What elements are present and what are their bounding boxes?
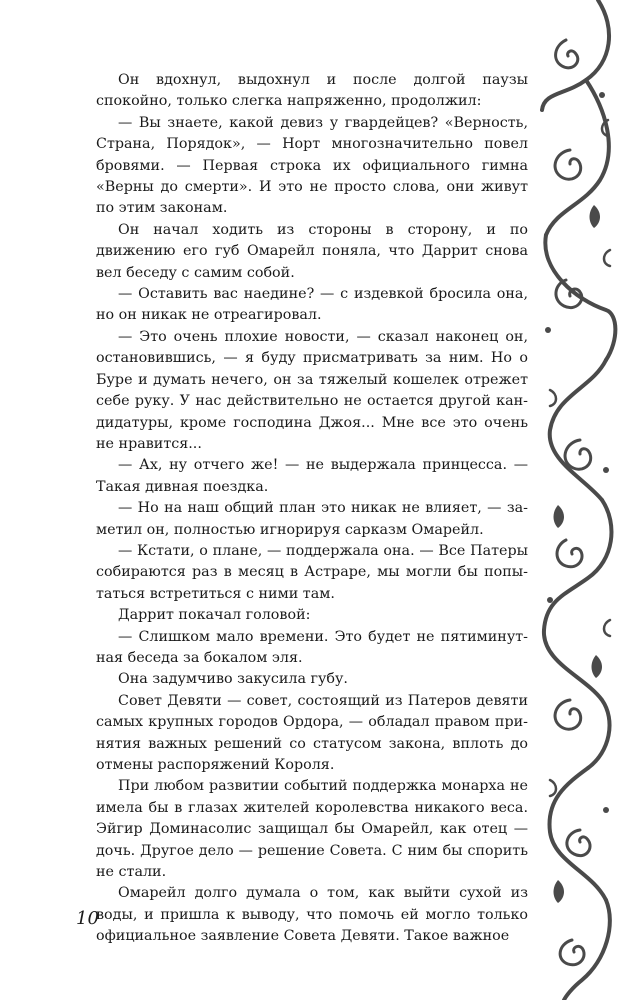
paragraph-8: — Кстати, о плане, — поддержала она. — Все Патеры собираются раз в месяц в Астраре, мы могли бы попытаться встретиться с ними там. xyxy=(96,542,528,602)
paragraph-1: Он вдохнул, выдохнул и после долгой паузы спокойно, только слегка напряженно, продолжил: xyxy=(96,72,528,110)
paragraph-3: Он начал ходить из стороны в сторону, и по движению его губ Омарейл поняла, что Даррит снова вел беседу с самим собой. xyxy=(96,221,528,281)
page-number: 10 xyxy=(76,908,99,929)
paragraph-12: Совет Девяти — совет, состоящий из Патеров девяти самых крупных городов Ордора, — обладал правом принятия важных решений со статусом закона, вплоть до отмены распоряжений Короля. xyxy=(96,692,528,773)
paragraph-7: — Но на наш общий план это никак не влияет, — заметил он, полностью игнорируя сарказм Омарейл. xyxy=(96,500,528,538)
paragraph-10: — Слишком мало времени. Это будет не пятиминутная беседа за бокалом эля. xyxy=(96,628,528,666)
paragraph-2: — Вы знаете, какой девиз у гвардейцев? «Верность, Страна, Порядок», — Норт многозначительно повел бровями. — Первая строка их официального гимна «Верны до смерти». И это не просто слова, они живут по этим законам. xyxy=(96,114,528,217)
paragraph-9: Даррит покачал головой: xyxy=(118,607,311,624)
paragraph-6: — Ах, ну отчего же! — не выдержала принцесса. — Такая дивная поездка. xyxy=(96,457,528,495)
paragraph-4: — Оставить вас наедине? — с издевкой бросила она, но он никак не отреагировал. xyxy=(96,286,528,324)
paragraph-13: При любом развитии событий поддержка монарха не имела бы в глазах жителей королевства никакого веса. Эйгир Доминасолис защищал бы Омарейл, как отец — дочь. Другое дело — решение Совета. С ним бы спорить не стали. xyxy=(96,778,528,881)
paragraph-14: Омарейл долго думала о том, как выйти сухой из воды, и пришла к выводу, что помочь ей могло только официальное заявление Совета Девяти. Такое важное xyxy=(96,885,528,945)
paragraph-5: — Это очень плохие новости, — сказал наконец он, остановившись, — я буду присматривать за ним. Но о Буре и думать нечего, он за тяжелый кошелек отрежет себе руку. У нас действительно не остается другой кандидатуры, кроме господина Джоя... Мне все это очень не нравится... xyxy=(96,328,528,452)
swirl-ornament-icon xyxy=(536,0,619,1000)
body-text xyxy=(96,70,528,948)
paragraph-11: Она задумчиво закусила губу. xyxy=(118,671,348,688)
